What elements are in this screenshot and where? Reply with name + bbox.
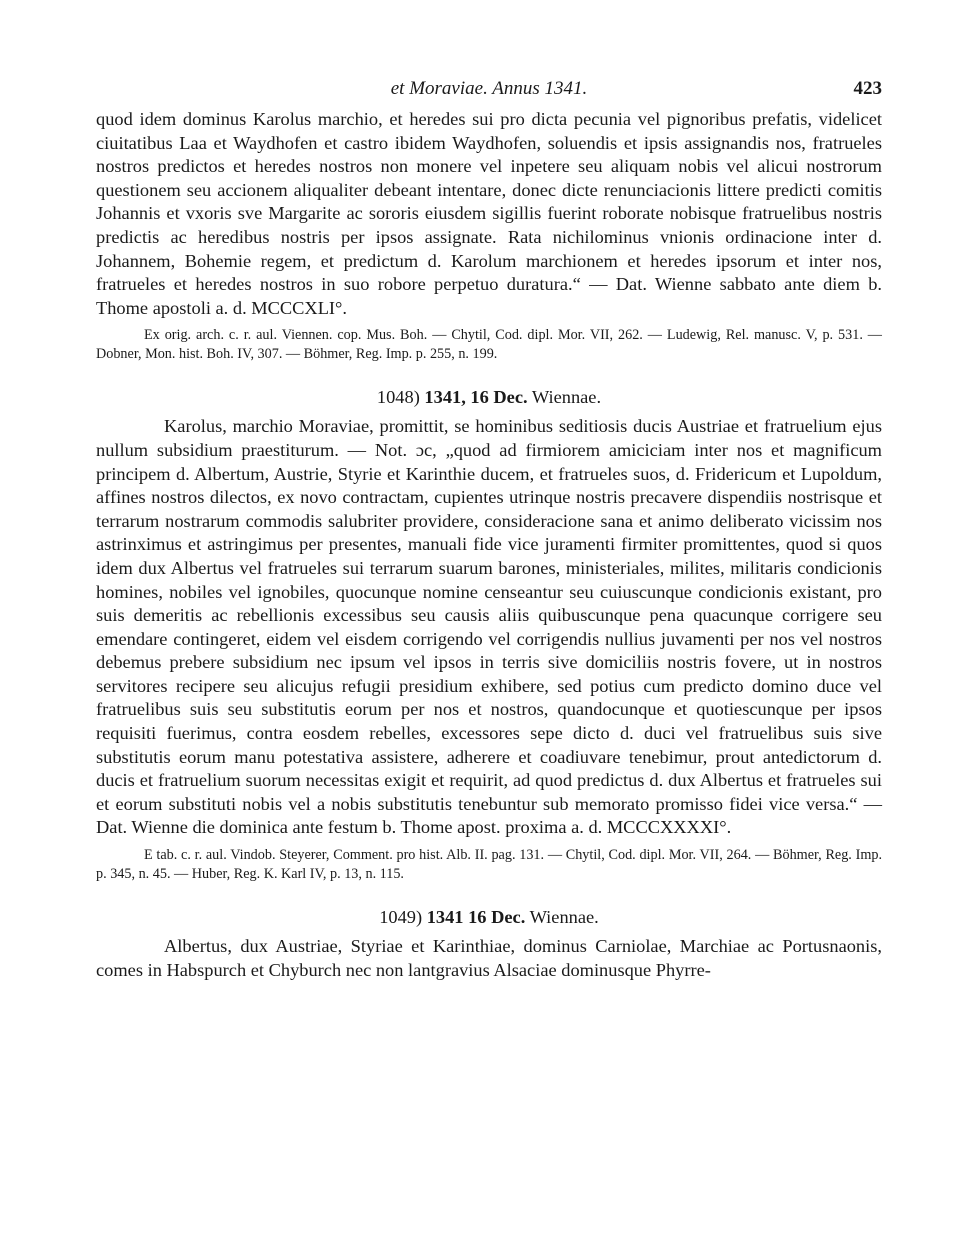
page-number: 423: [853, 78, 882, 99]
document-date: 1341 16 Dec.: [426, 907, 526, 928]
document-number: 1048): [376, 387, 420, 408]
document-heading-1049: [96, 905, 882, 929]
continuation-sources: Ex orig. arch. c. r. aul. Viennen. cop. Mus. Boh. — Chytil, Cod. dipl. Mor. VII, 262. — Ludewig, Rel. manusc. V, p. 531. — Dobner, Mon. hist. Boh. IV, 307. — Böhmer, Reg. Imp. p. 255, n. 199.: [96, 327, 882, 363]
continuation-text: quod idem dominus Karolus marchio, et heredes sui pro dicta pecunia vel pignoribus prefatis, videlicet ciuitatibus Laa et Waydhofen et castro ibidem Waydhofen, soluendis et ipsis assignandis nos, fratrueles nostros predictos et heredes nostros non monere vel inpetere seu aliquam nobis vel alicui nostrorum questionem seu accionem aliqualiter debeant intentare, donec dicte renunciacionis littere predicti comitis Johannis et vxoris sve Margarite ac sororis eiusdem sigillis fuerint roborate nobisque fratruelibus nostris predictis ac heredibus nostris per ipsos assignate. Rata nichilominus vnionis ordinacione inter d. Johannem, Bohemie regem, et predictum d. Karolum marchionem et heredes ipsorum et inter nos, fratrueles et heredes nostros in suo robore perpetuo duratura.“ — Dat. Wienne sabbato ante diem b. Thome apostoli a. d. MCCCXLI°.: [96, 109, 882, 318]
document-sources-1048: E tab. c. r. aul. Vindob. Steyerer, Comment. pro hist. Alb. II. pag. 131. — Chytil, Cod. dipl. Mor. VII, 264. — Böhmer, Reg. Imp. p. 345, n. 45. — Huber, Reg. K. Karl IV, p. 13, n. 115.: [96, 847, 882, 883]
document-place: Wiennae.: [529, 907, 599, 928]
document-text-1049: Albertus, dux Austriae, Styriae et Karinthiae, dominus Carniolae, Marchiae ac Portusnaonis, comes in Habspurch et Chyburch nec non lantgravius Alsaciae dominusque Phyrre-: [96, 936, 882, 980]
document-text-1048: Karolus, marchio Moraviae, promittit, se hominibus seditiosis ducis Austriae et fratruelium ejus nullum subsidium praestiturum. — Not. ɔc, „quod ad firmiorem amiciciam inter nos et magnificum principem d. Albertum, Austrie, Styrie et Karinthie ducem, et fratrueles suos, d. Fridericum et Lupoldum, affines nostros dilectos, ex novo contractam, cupientes utrinque nostris precavere dispendiis nostrisque et terrarum nostrarum commodis salubriter providere, consideracione sana et animo deliberato vicissim nos astrinximus et astringimus per presentes, manuali fide vice juramenti firmiter promittentes, quod si quos idem dux Albertus vel fratrueles sui terrarum suarum barones, ministeriales, milites, militaris condicionis homines, nobiles vel ignobiles, quocunque nomine censeantur seu cuiuscunque condicionis existant, pro suis demeritis ac rebellionis excessibus seu causis aliis quibuscunque pena quacunque corrigere seu emendare contingeret, eidem vel eisdem corrigendo vel corrigendis nullius juvamenti per nos vel nostros debemus prebere subsidium nec ipsum vel ipsos in terris sive domiciliis nostris fovere, ut in nostros servitores recipere seu alicujus refugii presidium exhibere, sed potius cum predicto domino duce vel fratruelibus suis seu substitutis eorum per nos et nostros, quandocunque et quotiescunque per ipsos requisiti fuerimus, contra eosdem rebelles, excessores sepe dicto d. duci vel fratruelibus suis sive substitutis eorum manu potestativa assistere, adherere et coadiuvare tenebimur, prout antedictorum d. ducis et fratruelium suorum necessitas exigit et requirit, ad quod predictus d. dux Albertus et fratrueles sui et eorum substituti nobis vel a nobis substitutis tenebuntur sub memorato promisso fidei vice versa.“ — Dat. Wienne die dominica ante festum b. Thome apost. proxima a. d. MCCCXXXXI°.: [96, 416, 882, 838]
document-place: Wiennae.: [531, 387, 602, 408]
document-date: 1341, 16 Dec.: [424, 387, 528, 408]
document-page: [96, 78, 882, 982]
running-title: et Moraviae. Annus 1341.: [390, 78, 588, 99]
page-header: [96, 78, 882, 106]
document-heading-1048: [96, 385, 882, 409]
document-number: 1049): [379, 907, 423, 928]
